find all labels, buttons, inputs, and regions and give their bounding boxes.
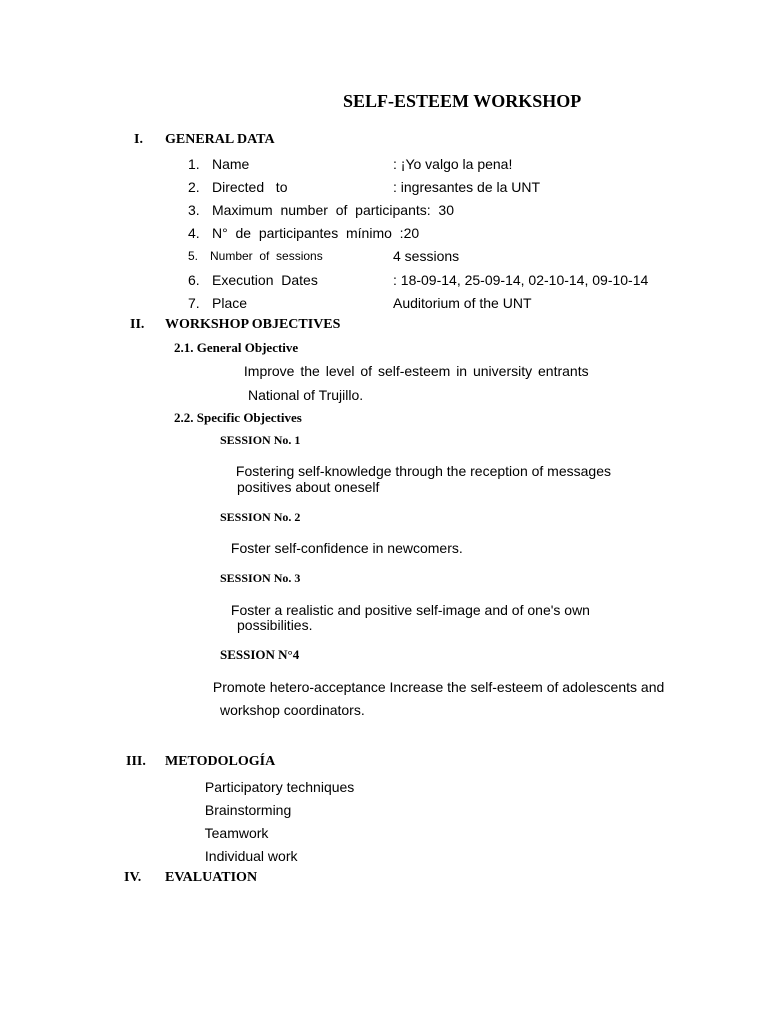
section-heading-methodology: METODOLOGÍA — [165, 754, 276, 769]
methodology-item — [189, 825, 268, 841]
general-objective-text-continued: National of Trujillo. — [248, 387, 364, 403]
session-title: SESSION No. 2 — [220, 510, 301, 524]
item-value: Auditorium of the UNT — [393, 295, 532, 311]
item-number: 2. — [188, 179, 200, 195]
methodology-item — [189, 848, 298, 864]
session-objective-text-continued: possibilities. — [237, 617, 313, 633]
item-label: Place — [212, 295, 248, 311]
methodology-item-text: Participatory techniques — [204, 779, 355, 795]
item-number: 5. — [188, 249, 199, 263]
general-objective-text: Improve the level of self-esteem in university entrants — [243, 363, 589, 379]
item-label: Execution Dates — [212, 272, 318, 288]
methodology-item — [189, 802, 291, 818]
item-number: 1. — [188, 156, 200, 172]
section-heading-objectives: WORKSHOP OBJECTIVES — [165, 317, 341, 332]
session-objective-text-continued: workshop coordinators. — [220, 702, 365, 718]
item-label: Number of sessions — [210, 249, 323, 263]
general-objective-heading: 2.1. General Objective — [174, 340, 299, 355]
item-number: 3. — [188, 202, 200, 218]
session-objective — [197, 679, 664, 695]
methodology-item-text: Individual work — [204, 848, 298, 864]
page-title: SELF-ESTEEM WORKSHOP — [343, 91, 582, 111]
session-objective-text: Foster self-confidence in newcomers. — [230, 540, 463, 556]
session-objective — [215, 602, 590, 618]
session-objective — [220, 463, 611, 479]
session-objective-text: Foster a realistic and positive self-image and of one's own — [230, 602, 590, 618]
section-numeral-4: IV. — [124, 870, 142, 885]
specific-objectives-heading: 2.2. Specific Objectives — [174, 410, 302, 425]
session-objective — [215, 540, 463, 556]
session-objective-text-continued: positives about oneself — [237, 479, 380, 495]
section-heading-evaluation: EVALUATION — [165, 870, 258, 885]
session-objective-text: Promote hetero-acceptance Increase the self-esteem of adolescents and — [212, 679, 665, 695]
item-value: : ¡Yo valgo la pena! — [393, 156, 513, 172]
item-label: Name — [212, 156, 250, 172]
item-number: 6. — [188, 272, 200, 288]
section-numeral-3: III. — [126, 754, 146, 769]
session-title: SESSION N°4 — [220, 647, 300, 662]
item-number: 4. — [188, 225, 200, 241]
item-label: Directed to — [212, 179, 288, 195]
item-value: : 18-09-14, 25-09-14, 02-10-14, 09-10-14 — [393, 272, 649, 288]
item-value: 4 sessions — [393, 248, 460, 264]
item-value: : ingresantes de la UNT — [393, 179, 541, 195]
session-objective-text: Fostering self-knowledge through the reception of messages — [235, 463, 611, 479]
item-number: 7. — [188, 295, 200, 311]
methodology-item-text: Teamwork — [204, 825, 269, 841]
section-heading-general-data: GENERAL DATA — [165, 132, 275, 147]
item-label: N° de participantes mínimo :20 — [212, 225, 420, 241]
general-objective-line — [226, 363, 589, 379]
section-numeral-1: I. — [134, 132, 143, 147]
item-label: Maximum number of participants: 30 — [212, 202, 454, 218]
methodology-item-text: Brainstorming — [204, 802, 292, 818]
session-title: SESSION No. 3 — [220, 571, 301, 585]
methodology-item — [189, 779, 354, 795]
session-title: SESSION No. 1 — [220, 433, 301, 447]
section-numeral-2: II. — [130, 317, 145, 332]
